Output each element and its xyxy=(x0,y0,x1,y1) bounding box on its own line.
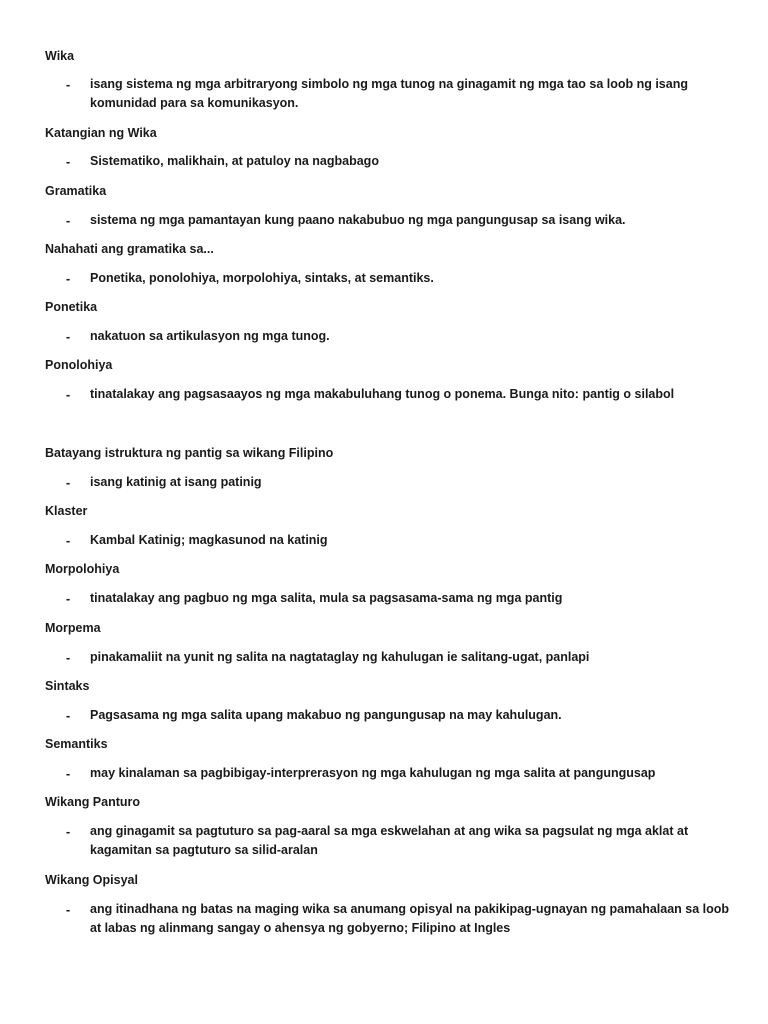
section-definition: Pagsasama ng mga salita upang makabuo ng pangungusap na may kahulugan. xyxy=(90,708,562,722)
bullet-dash: - xyxy=(66,651,71,665)
bullet-dash: - xyxy=(66,272,71,286)
section-heading: Wikang Opisyal xyxy=(45,873,138,887)
section-heading: Batayang istruktura ng pantig sa wikang Filipino xyxy=(45,446,334,460)
section-heading: Semantiks xyxy=(45,737,108,751)
section-definition: sistema ng mga pamantayan kung paano nakabubuo ng mga pangungusap sa isang wika. xyxy=(90,213,626,227)
bullet-dash: - xyxy=(66,903,71,917)
bullet-dash: - xyxy=(66,709,71,723)
section-heading: Sintaks xyxy=(45,679,90,693)
section-heading: Ponetika xyxy=(45,300,98,314)
section-heading: Morpema xyxy=(45,621,101,635)
bullet-dash: - xyxy=(66,767,71,781)
section-heading: Katangian ng Wika xyxy=(45,126,157,140)
section-definition: ang ginagamit sa pagtuturo sa pag-aaral sa mga eskwelahan at ang wika sa pagsulat ng mga aklat at kagamitan sa pagtuturo sa silid-aralan xyxy=(90,824,689,857)
section-heading: Nahahati ang gramatika sa... xyxy=(45,242,214,256)
section-heading: Wika xyxy=(45,49,75,63)
section-heading: Ponolohiya xyxy=(45,358,113,372)
section-definition: pinakamaliit na yunit ng salita na nagtataglay ng kahulugan ie salitang-ugat, panlapi xyxy=(90,650,590,664)
section-definition: tinatalakay ang pagsasaayos ng mga makabuluhang tunog o ponema. Bunga nito: pantig o silabol xyxy=(90,387,675,401)
section-definition: tinatalakay ang pagbuo ng mga salita, mula sa pagsasama-sama ng mga pantig xyxy=(90,591,563,605)
bullet-dash: - xyxy=(66,214,71,228)
bullet-dash: - xyxy=(66,534,71,548)
bullet-dash: - xyxy=(66,155,71,169)
section-heading: Gramatika xyxy=(45,184,107,198)
section-definition: may kinalaman sa pagbibigay-interprerasyon ng mga kahulugan ng mga salita at pangungusap xyxy=(90,766,656,780)
section-definition: Ponetika, ponolohiya, morpolohiya, sintaks, at semantiks. xyxy=(90,271,434,285)
bullet-dash: - xyxy=(66,825,71,839)
section-definition: nakatuon sa artikulasyon ng mga tunog. xyxy=(90,329,330,343)
section-definition: ang itinadhana ng batas na maging wika sa anumang opisyal na pakikipag-ugnayan ng pamahalaan sa loob at labas ng alinmang sangay o ahensya ng gobyerno; Filipino at Ingles xyxy=(90,902,730,935)
section-definition: Sistematiko, malikhain, at patuloy na nagbabago xyxy=(90,154,379,168)
section-definition: Kambal Katinig; magkasunod na katinig xyxy=(90,533,328,547)
bullet-dash: - xyxy=(66,330,71,344)
section-heading: Klaster xyxy=(45,504,88,518)
section-definition: isang katinig at isang patinig xyxy=(90,475,262,489)
bullet-dash: - xyxy=(66,592,71,606)
section-heading: Wikang Panturo xyxy=(45,795,141,809)
bullet-dash: - xyxy=(66,388,71,402)
bullet-dash: - xyxy=(66,78,71,92)
section-heading: Morpolohiya xyxy=(45,562,120,576)
section-definition: isang sistema ng mga arbitraryong simbolo ng mga tunog na ginagamit ng mga tao sa loob ng isang komunidad para sa komunikasyon. xyxy=(90,77,688,110)
bullet-dash: - xyxy=(66,476,71,490)
